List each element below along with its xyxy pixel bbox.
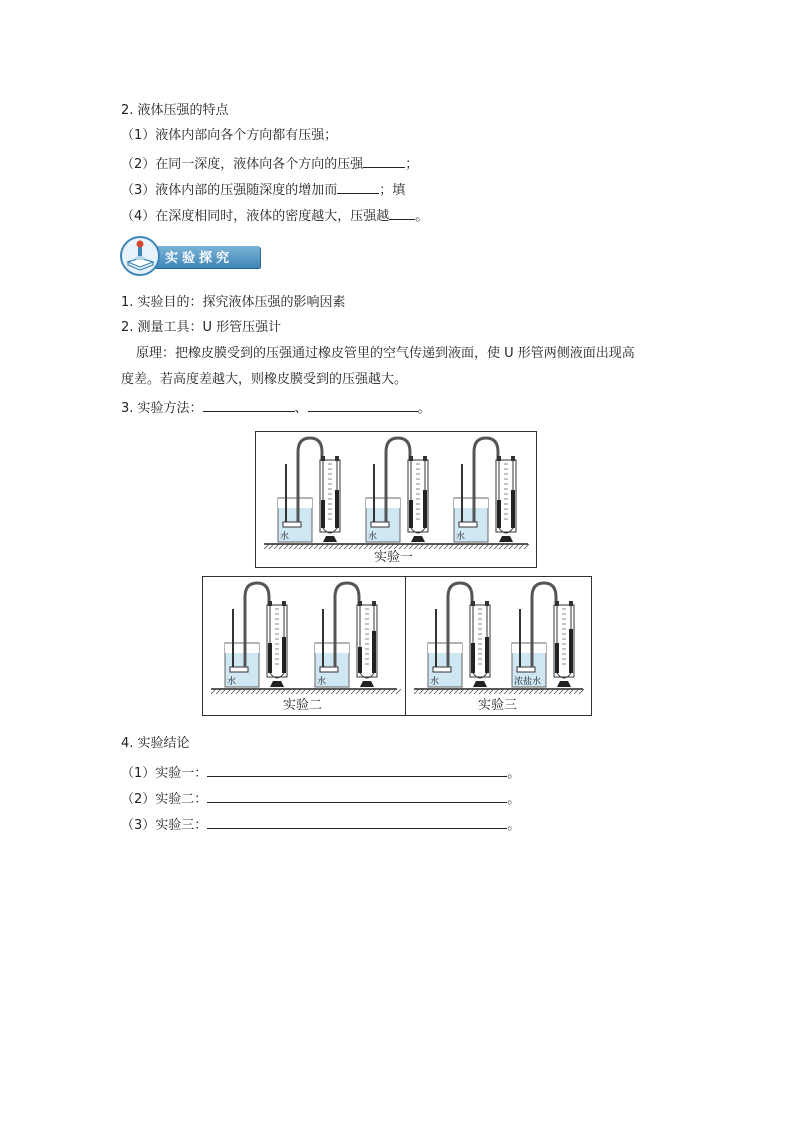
beaker-air (512, 643, 546, 653)
probe-head (230, 667, 248, 672)
experiment-item-3 (121, 397, 431, 418)
liquid-left (321, 500, 325, 528)
item-sep: 、 (294, 401, 308, 416)
probe-head (283, 522, 301, 527)
liquid-left (497, 500, 501, 528)
liquid-left (555, 643, 559, 673)
beaker-air (225, 643, 259, 653)
beaker-air (454, 498, 488, 508)
figure-experiment-1 (255, 431, 537, 568)
section2-title: 2. 液体压强的特点 (121, 103, 229, 118)
stand (499, 536, 513, 542)
liquid-label: 水 (227, 677, 237, 687)
section2-item-1 (121, 127, 337, 145)
item-end: 。 (507, 818, 521, 833)
tube-cap (358, 601, 362, 606)
tube-cap (409, 456, 413, 461)
figure-3-caption: 实验三 (478, 698, 518, 713)
stand (270, 681, 284, 687)
tube-cap (372, 601, 376, 606)
tube-cap (485, 601, 489, 606)
stand (360, 681, 374, 687)
liquid-label: 水 (368, 532, 378, 542)
conclusion-blank[interactable] (207, 762, 507, 777)
section2-item-4 (121, 205, 428, 226)
banner-label: 实验探究 (165, 251, 234, 266)
liquid-right (485, 637, 489, 673)
tube-cap (497, 456, 501, 461)
answer-blank[interactable] (363, 153, 405, 168)
liquid-right (282, 637, 286, 673)
book-icon (120, 236, 162, 278)
liquid-left (268, 643, 272, 673)
item-label: （2）实验二： (121, 792, 208, 807)
section2-item-2 (121, 153, 418, 174)
stand (557, 681, 571, 687)
probe-head (320, 667, 338, 672)
probe-head (433, 667, 451, 672)
tube-cap (335, 456, 339, 461)
tube-cap (555, 601, 559, 606)
principle-line-2: 度差。若高度差越大，则橡皮膜受到的压强越大。 (121, 372, 408, 387)
conclusion-item-1 (121, 762, 520, 783)
item-end: 。 (507, 766, 521, 781)
liquid-label: 水 (280, 532, 290, 542)
liquid-left (409, 500, 413, 528)
liquid-right (511, 490, 515, 528)
item-end: 。 (507, 792, 521, 807)
beaker-air (428, 643, 462, 653)
figure-experiment-3 (405, 576, 592, 716)
item-label: （3）实验三： (121, 818, 208, 833)
conclusion-blank[interactable] (207, 788, 507, 803)
liquid-right (569, 629, 573, 673)
tube-cap (423, 456, 427, 461)
answer-blank[interactable] (337, 179, 379, 194)
item-text: （2）在同一深度，液体向各个方向的压强 (121, 157, 364, 172)
item-text: （1）液体内部向各个方向都有压强； (121, 128, 338, 143)
item-end: ；填 (379, 183, 406, 198)
liquid-right (423, 490, 427, 528)
method-blank-2[interactable] (308, 397, 418, 412)
experiment-item-2: 2. 测量工具：U 形管压强计 (121, 320, 282, 335)
figure-1-caption: 实验一 (374, 550, 414, 565)
item-end: ； (405, 157, 419, 172)
method-blank-1[interactable] (203, 397, 295, 412)
stand (411, 536, 425, 542)
tube-cap (268, 601, 272, 606)
item-text: （3）液体内部的压强随深度的增加而 (121, 183, 338, 198)
liquid-label: 浓盐水 (514, 677, 542, 687)
liquid-left (358, 647, 362, 673)
tube-cap (471, 601, 475, 606)
principle-line-1: 原理：把橡皮膜受到的压强通过橡皮管里的空气传递到液面，使 U 形管两侧液面出现高 (136, 346, 635, 361)
experiment-item-1: 1. 实验目的：探究液体压强的影响因素 (121, 295, 346, 310)
answer-blank[interactable] (389, 205, 415, 220)
liquid-label: 水 (317, 677, 327, 687)
tube-cap (569, 601, 573, 606)
section2-item-3 (121, 179, 405, 200)
stand (323, 536, 337, 542)
conclusion-title: 4. 实验结论 (121, 736, 190, 751)
liquid-right (335, 490, 339, 528)
liquid-left (471, 643, 475, 673)
conclusion-blank[interactable] (207, 814, 507, 829)
section-banner (120, 236, 260, 276)
probe-head (459, 522, 477, 527)
beaker-air (315, 643, 349, 653)
stand (473, 681, 487, 687)
probe-head (517, 667, 535, 672)
conclusion-item-3 (121, 814, 520, 835)
liquid-label: 水 (430, 677, 440, 687)
item-end: 。 (417, 401, 431, 416)
beaker-air (278, 498, 312, 508)
conclusion-item-2 (121, 788, 520, 809)
item-label: （1）实验一： (121, 766, 208, 781)
probe-head (371, 522, 389, 527)
figure-experiment-2 (202, 576, 406, 716)
liquid-label: 水 (456, 532, 466, 542)
tube-cap (511, 456, 515, 461)
figure-2-caption: 实验二 (283, 698, 323, 713)
item-label: 3. 实验方法： (121, 401, 203, 416)
tube-cap (321, 456, 325, 461)
item-end: 。 (415, 209, 429, 224)
liquid-right (372, 631, 376, 673)
beaker-air (366, 498, 400, 508)
tube-cap (282, 601, 286, 606)
item-text: （4）在深度相同时，液体的密度越大，压强越 (121, 209, 390, 224)
